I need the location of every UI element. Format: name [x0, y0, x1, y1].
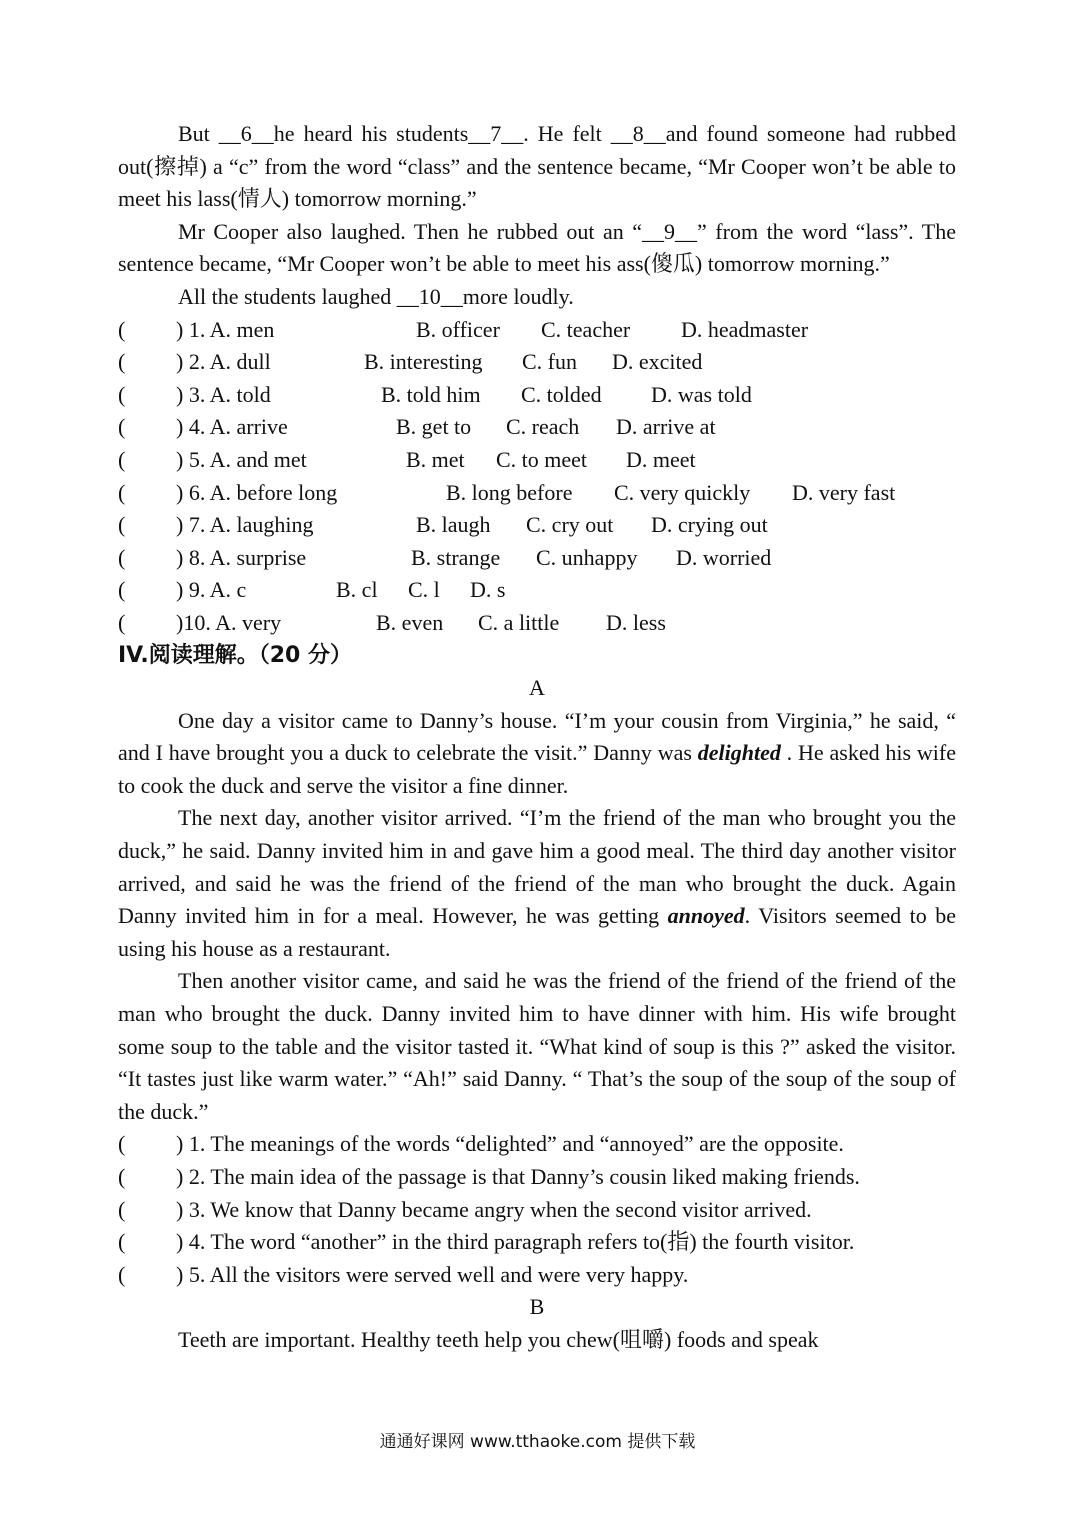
cloze-option-row: [118, 607, 956, 640]
true-false-question: [118, 1128, 956, 1161]
emphasized-word: delighted: [697, 740, 781, 766]
answer-blank[interactable]: (: [118, 1229, 126, 1255]
option-choice: ) 2. A. dull: [176, 349, 271, 375]
option-choice: D. meet: [626, 446, 696, 472]
passage-b-label: B: [529, 1294, 545, 1320]
true-false-question: [118, 1226, 956, 1259]
emphasized-word: annoyed: [667, 903, 745, 929]
option-choice: D. was told: [651, 381, 752, 407]
option-choice: D. very fast: [792, 479, 896, 505]
option-choice: D. excited: [612, 349, 703, 375]
option-choice: B. get to: [396, 414, 472, 440]
text-run: . He asked his wife to cook the duck and serve the visitor a fine dinner.: [118, 740, 957, 798]
option-choice: ) 1. A. men: [176, 316, 275, 342]
option-choice: ) 7. A. laughing: [176, 512, 314, 538]
passage-b-paragraph-1: Teeth are important. Healthy teeth help you chew(咀嚼) foods and speak: [178, 1326, 819, 1352]
answer-blank[interactable]: (: [118, 577, 126, 603]
cloze-option-row: [118, 542, 956, 575]
option-choice: C. l: [408, 577, 440, 603]
option-choice: C. very quickly: [614, 479, 751, 505]
option-choice: C. tolded: [521, 381, 602, 407]
passage-a-label: A: [529, 675, 545, 701]
option-choice: B. told him: [381, 381, 481, 407]
text-run: The next day, another visitor arrived. “I’m the friend of the man who brought you the duck,” he said. Danny invited him in and gave him a good meal. The third day another visitor arrived, and said he was the friend of the friend of the man who brought the duck. Again Danny invited him in for a meal. However, he was getting: [118, 805, 956, 929]
answer-blank[interactable]: (: [118, 446, 126, 472]
option-choice: ) 9. A. c: [176, 577, 247, 603]
question-text: ) 3. We know that Danny became angry when the second visitor arrived.: [176, 1196, 812, 1222]
answer-blank[interactable]: (: [118, 381, 126, 407]
answer-blank[interactable]: (: [118, 1261, 126, 1287]
option-choice: D. less: [606, 609, 666, 635]
question-text: ) 5. All the visitors were served well and were very happy.: [176, 1261, 689, 1287]
option-choice: C. unhappy: [536, 544, 638, 570]
option-choice: D. worried: [676, 544, 772, 570]
page-footer: 通通好课网 www.tthaoke.com 提供下载: [379, 1432, 696, 1452]
option-choice: B. strange: [411, 544, 501, 570]
answer-blank[interactable]: (: [118, 1196, 126, 1222]
answer-blank[interactable]: (: [118, 316, 126, 342]
option-choice: C. teacher: [541, 316, 631, 342]
true-false-question: [118, 1259, 956, 1292]
section-heading: IV.阅读理解。（20 分）: [118, 642, 353, 668]
answer-blank[interactable]: (: [118, 609, 126, 635]
cloze-option-row: [118, 411, 956, 444]
option-choice: C. cry out: [526, 512, 614, 538]
option-choice: ) 5. A. and met: [176, 446, 307, 472]
option-choice: B. long before: [446, 479, 573, 505]
option-choice: B. even: [376, 609, 444, 635]
true-false-question: [118, 1194, 956, 1227]
option-choice: C. reach: [506, 414, 580, 440]
cloze-option-row: [118, 314, 956, 347]
option-choice: D. s: [470, 577, 506, 603]
document-page: [118, 118, 956, 1357]
passage-a-paragraph-2: [118, 802, 956, 965]
option-choice: ) 3. A. told: [176, 381, 271, 407]
option-choice: C. to meet: [496, 446, 588, 472]
option-choice: D. crying out: [651, 512, 768, 538]
cloze-option-row: [118, 444, 956, 477]
answer-blank[interactable]: (: [118, 512, 126, 538]
question-text: ) 1. The meanings of the words “delighted” and “annoyed” are the opposite.: [176, 1131, 844, 1157]
cloze-paragraph-2: Mr Cooper also laughed. Then he rubbed out an “__9__” from the word “lass”. The sentence became, “Mr Cooper won’t be able to meet his ass(傻瓜) tomorrow morning.”: [118, 218, 956, 277]
option-choice: D. arrive at: [616, 414, 716, 440]
option-choice: ) 8. A. surprise: [176, 544, 307, 570]
cloze-option-row: [118, 477, 956, 510]
option-choice: )10. A. very: [176, 609, 282, 635]
answer-blank[interactable]: (: [118, 349, 126, 375]
true-false-questions: [118, 1128, 956, 1291]
cloze-option-row: [118, 379, 956, 412]
answer-blank[interactable]: (: [118, 1164, 126, 1189]
option-choice: B. laugh: [416, 512, 491, 538]
option-choice: B. met: [406, 446, 465, 472]
option-choice: ) 6. A. before long: [176, 479, 338, 505]
text-run: . Visitors seemed to be using his house as a restaurant.: [118, 903, 956, 961]
true-false-question: [118, 1161, 956, 1194]
cloze-paragraph-3: All the students laughed __10__more loudly.: [178, 283, 574, 309]
passage-a-paragraph-3: Then another visitor came, and said he was the friend of the friend of the friend of the man who brought the duck. Danny invited him to have dinner with him. His wife brought some soup to the table and the visitor tasted it. “What kind of soup is this ?” asked the visitor. “It tastes just like warm water.” “Ah!” said Danny. “ That’s the soup of the soup of the soup of the duck.”: [118, 968, 956, 1124]
option-choice: C. a little: [478, 609, 560, 635]
option-choice: ) 4. A. arrive: [176, 414, 288, 440]
answer-blank[interactable]: (: [118, 1131, 126, 1157]
cloze-options: [118, 314, 956, 640]
cloze-paragraph-1: But __6__he heard his students__7__. He felt __8__and found someone had rubbed out(擦掉) a “c” from the word “class” and the sentence became, “Mr Cooper won’t be able to meet his lass(情人) tomorrow morning.”: [118, 121, 956, 212]
option-choice: B. cl: [336, 577, 378, 603]
option-choice: D. headmaster: [681, 316, 809, 342]
option-choice: B. officer: [416, 316, 500, 342]
passage-a-paragraph-1: [118, 705, 956, 803]
answer-blank[interactable]: (: [118, 544, 126, 570]
question-text: ) 4. The word “another” in the third paragraph refers to(指) the fourth visitor.: [176, 1229, 855, 1255]
question-text: ) 2. The main idea of the passage is that Danny’s cousin liked making friends.: [176, 1164, 860, 1189]
option-choice: C. fun: [522, 349, 577, 375]
cloze-option-row: [118, 509, 956, 542]
text-run: One day a visitor came to Danny’s house. “I’m your cousin from Virginia,” he said, “ and I have brought you a duck to celebrate the visit.” Danny was: [118, 707, 956, 766]
cloze-option-row: [118, 346, 956, 379]
option-choice: B. interesting: [364, 349, 483, 375]
answer-blank[interactable]: (: [118, 414, 126, 440]
answer-blank[interactable]: (: [118, 479, 126, 505]
cloze-option-row: [118, 574, 956, 607]
